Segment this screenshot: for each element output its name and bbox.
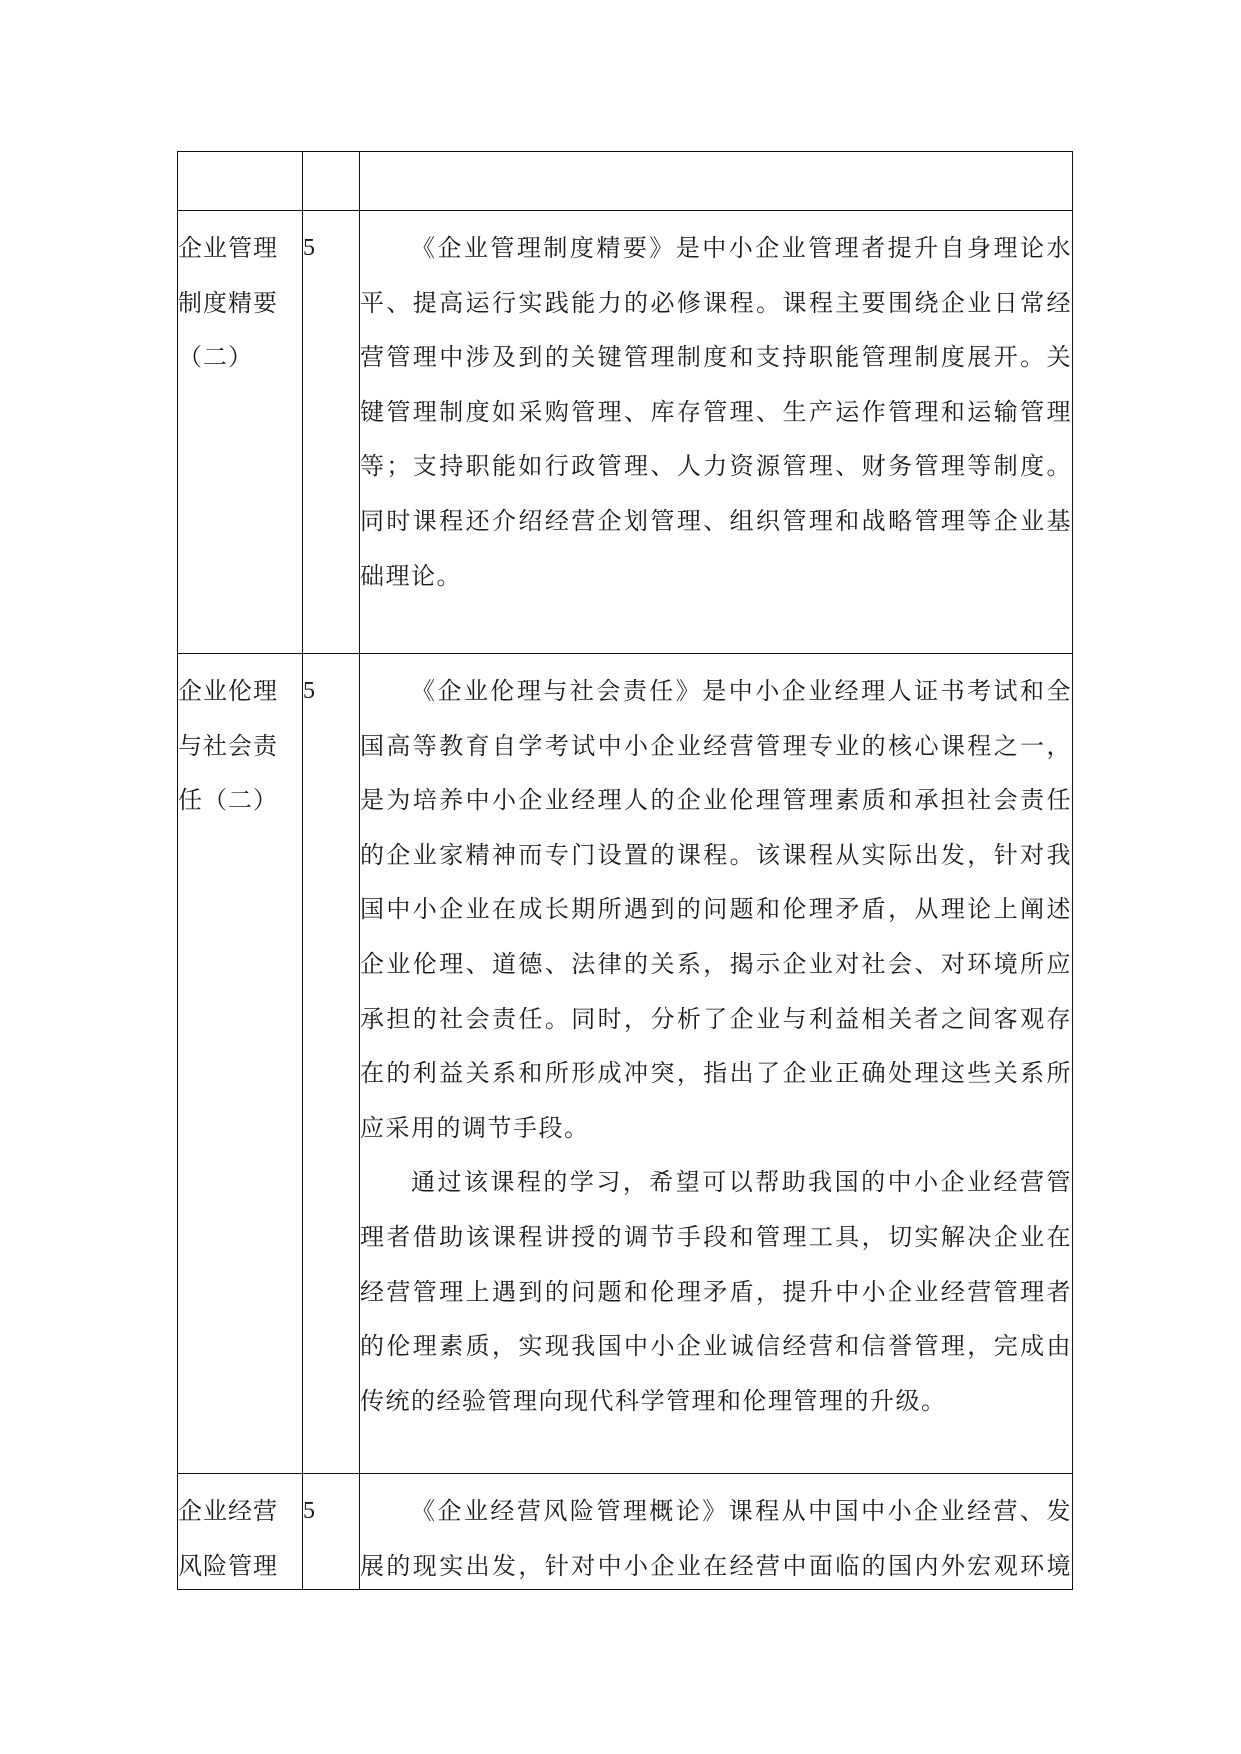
course-description-content xyxy=(360,664,1072,1473)
course-description-cell xyxy=(360,152,1073,211)
description-line: 理者借助该课程讲授的调节手段和管理工具，切实解决企业在 xyxy=(360,1222,1072,1251)
description-line: 营管理中涉及到的关键管理制度和支持职能管理制度展开。关 xyxy=(360,343,1072,372)
course-name-line: （二） xyxy=(178,343,253,372)
description-line: 的伦理素质，实现我国中小企业诚信经营和信誉管理，完成由 xyxy=(360,1332,1072,1361)
description-line: 等；支持职能如行政管理、人力资源管理、财务管理等制度。 xyxy=(360,452,1072,481)
description-line: 承担的社会责任。同时，分析了企业与利益相关者之间客观存 xyxy=(360,1004,1072,1033)
course-description-cell xyxy=(360,211,1073,654)
description-line: 平、提高运行实践能力的必修课程。课程主要围绕企业日常经 xyxy=(360,288,1072,317)
description-line: 传统的经验管理向现代科学管理和伦理管理的升级。 xyxy=(360,1386,947,1415)
description-paragraph xyxy=(360,1484,1072,1589)
course-description-cell xyxy=(360,654,1073,1474)
credits-value: 5 xyxy=(303,678,315,704)
table-row xyxy=(178,211,1073,654)
description-line: 通过该课程的学习，希望可以帮助我国的中小企业经营管 xyxy=(411,1168,1072,1197)
credits-content xyxy=(303,664,359,1473)
table-row xyxy=(178,654,1073,1474)
description-paragraph xyxy=(360,221,1072,603)
credits-cell xyxy=(303,211,360,654)
course-name-line: 风险管理 xyxy=(178,1551,278,1580)
credits-content xyxy=(303,1484,359,1589)
description-paragraph xyxy=(360,664,1072,1155)
course-description-cell xyxy=(360,1474,1073,1590)
table-row xyxy=(178,152,1073,211)
description-line: 国高等教育自学考试中小企业经营管理专业的核心课程之一， xyxy=(360,731,1072,760)
course-name-line: 企业伦理 xyxy=(178,677,278,705)
credits-cell xyxy=(303,1474,360,1590)
description-line: 经营管理上遇到的问题和伦理矛盾，提升中小企业经营管理者 xyxy=(360,1277,1072,1306)
course-name-cell xyxy=(178,1474,303,1590)
description-line: 是为培养中小企业经理人的企业伦理管理素质和承担社会责任 xyxy=(360,786,1072,815)
credits-cell xyxy=(303,152,360,211)
credits-content xyxy=(303,221,359,653)
course-table-body xyxy=(178,152,1073,1590)
description-line: 《企业管理制度精要》是中小企业管理者提升自身理论水 xyxy=(411,234,1072,262)
description-line: 《企业伦理与社会责任》是中小企业经理人证书考试和全 xyxy=(411,677,1072,705)
table-row xyxy=(178,1474,1073,1590)
credits-value: 5 xyxy=(303,1498,315,1524)
course-name-cell xyxy=(178,211,303,654)
course-description-content xyxy=(360,1484,1072,1589)
description-line: 国中小企业在成长期所遇到的问题和伦理矛盾，从理论上阐述 xyxy=(360,895,1072,924)
course-table xyxy=(177,151,1073,1590)
course-name-content xyxy=(178,1484,302,1589)
description-line: 的企业家精神而专门设置的课程。该课程从实际出发，针对我 xyxy=(360,840,1072,869)
credits-value: 5 xyxy=(303,235,315,261)
course-name-content xyxy=(178,162,302,210)
course-name-cell xyxy=(178,152,303,211)
credits-content xyxy=(303,162,359,210)
description-line: 应采用的调节手段。 xyxy=(360,1113,590,1142)
course-name-line: 企业管理 xyxy=(178,234,278,262)
description-line: 在的利益关系和所形成冲突，指出了企业正确处理这些关系所 xyxy=(360,1059,1072,1088)
course-description-content xyxy=(360,221,1072,653)
description-line: 础理论。 xyxy=(360,561,462,590)
course-name-content xyxy=(178,221,302,653)
description-line: 展的现实出发，针对中小企业在经营中面临的国内外宏观环境 xyxy=(360,1551,1072,1580)
course-name-content xyxy=(178,664,302,1473)
course-description-content xyxy=(360,162,1072,210)
course-name-cell xyxy=(178,654,303,1474)
course-name-line: 企业经营 xyxy=(178,1497,278,1525)
course-name-line: 制度精要 xyxy=(178,288,278,317)
description-line: 《企业经营风险管理概论》课程从中国中小企业经营、发 xyxy=(411,1497,1072,1525)
description-line: 键管理制度如采购管理、库存管理、生产运作管理和运输管理 xyxy=(360,397,1072,426)
credits-cell xyxy=(303,654,360,1474)
course-name-line: 与社会责 xyxy=(178,731,278,760)
description-line: 同时课程还介绍经营企划管理、组织管理和战略管理等企业基 xyxy=(360,506,1072,535)
description-line: 企业伦理、道德、法律的关系，揭示企业对社会、对环境所应 xyxy=(360,949,1072,978)
description-paragraph xyxy=(360,1155,1072,1428)
course-name-line: 任（二） xyxy=(178,786,278,815)
